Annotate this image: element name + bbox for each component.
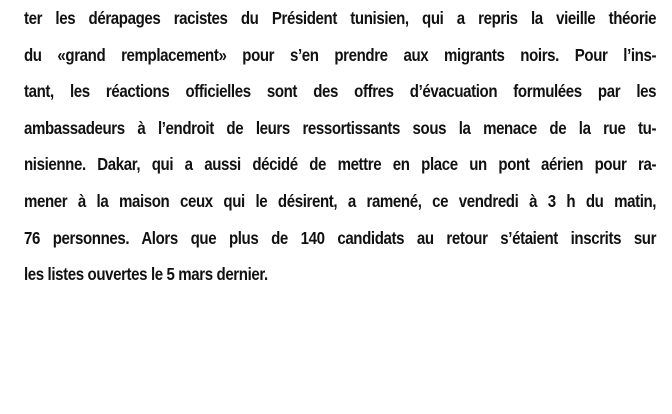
text-line-4: ambassadeurs à l’endroit de leurs ressortissants sous la menace de la rue tu- [24,117,657,138]
text-line-7: 76 personnes. Alors que plus de 140 candidats au retour s’étaient inscrits sur [24,227,657,248]
article-paragraph [24,0,656,293]
text-line-6: mener à la maison ceux qui le désirent, a ramené, ce vendredi à 3 h du matin, [24,190,657,211]
text-line-8: les listes ouvertes le 5 mars dernier. [24,264,268,285]
text-line-5: nisienne. Dakar, qui a aussi décidé de mettre en place un pont aérien pour ra- [24,154,657,175]
text-line-1: ter les dérapages racistes du Président tunisien, qui a repris la vieille théorie [24,8,657,28]
text-line-3: tant, les réactions officielles sont des offres d’évacuation formulées par les [24,81,657,102]
text-line-2: du «grand remplacement» pour s’en prendre aux migrants noirs. Pour l’ins- [24,44,657,65]
